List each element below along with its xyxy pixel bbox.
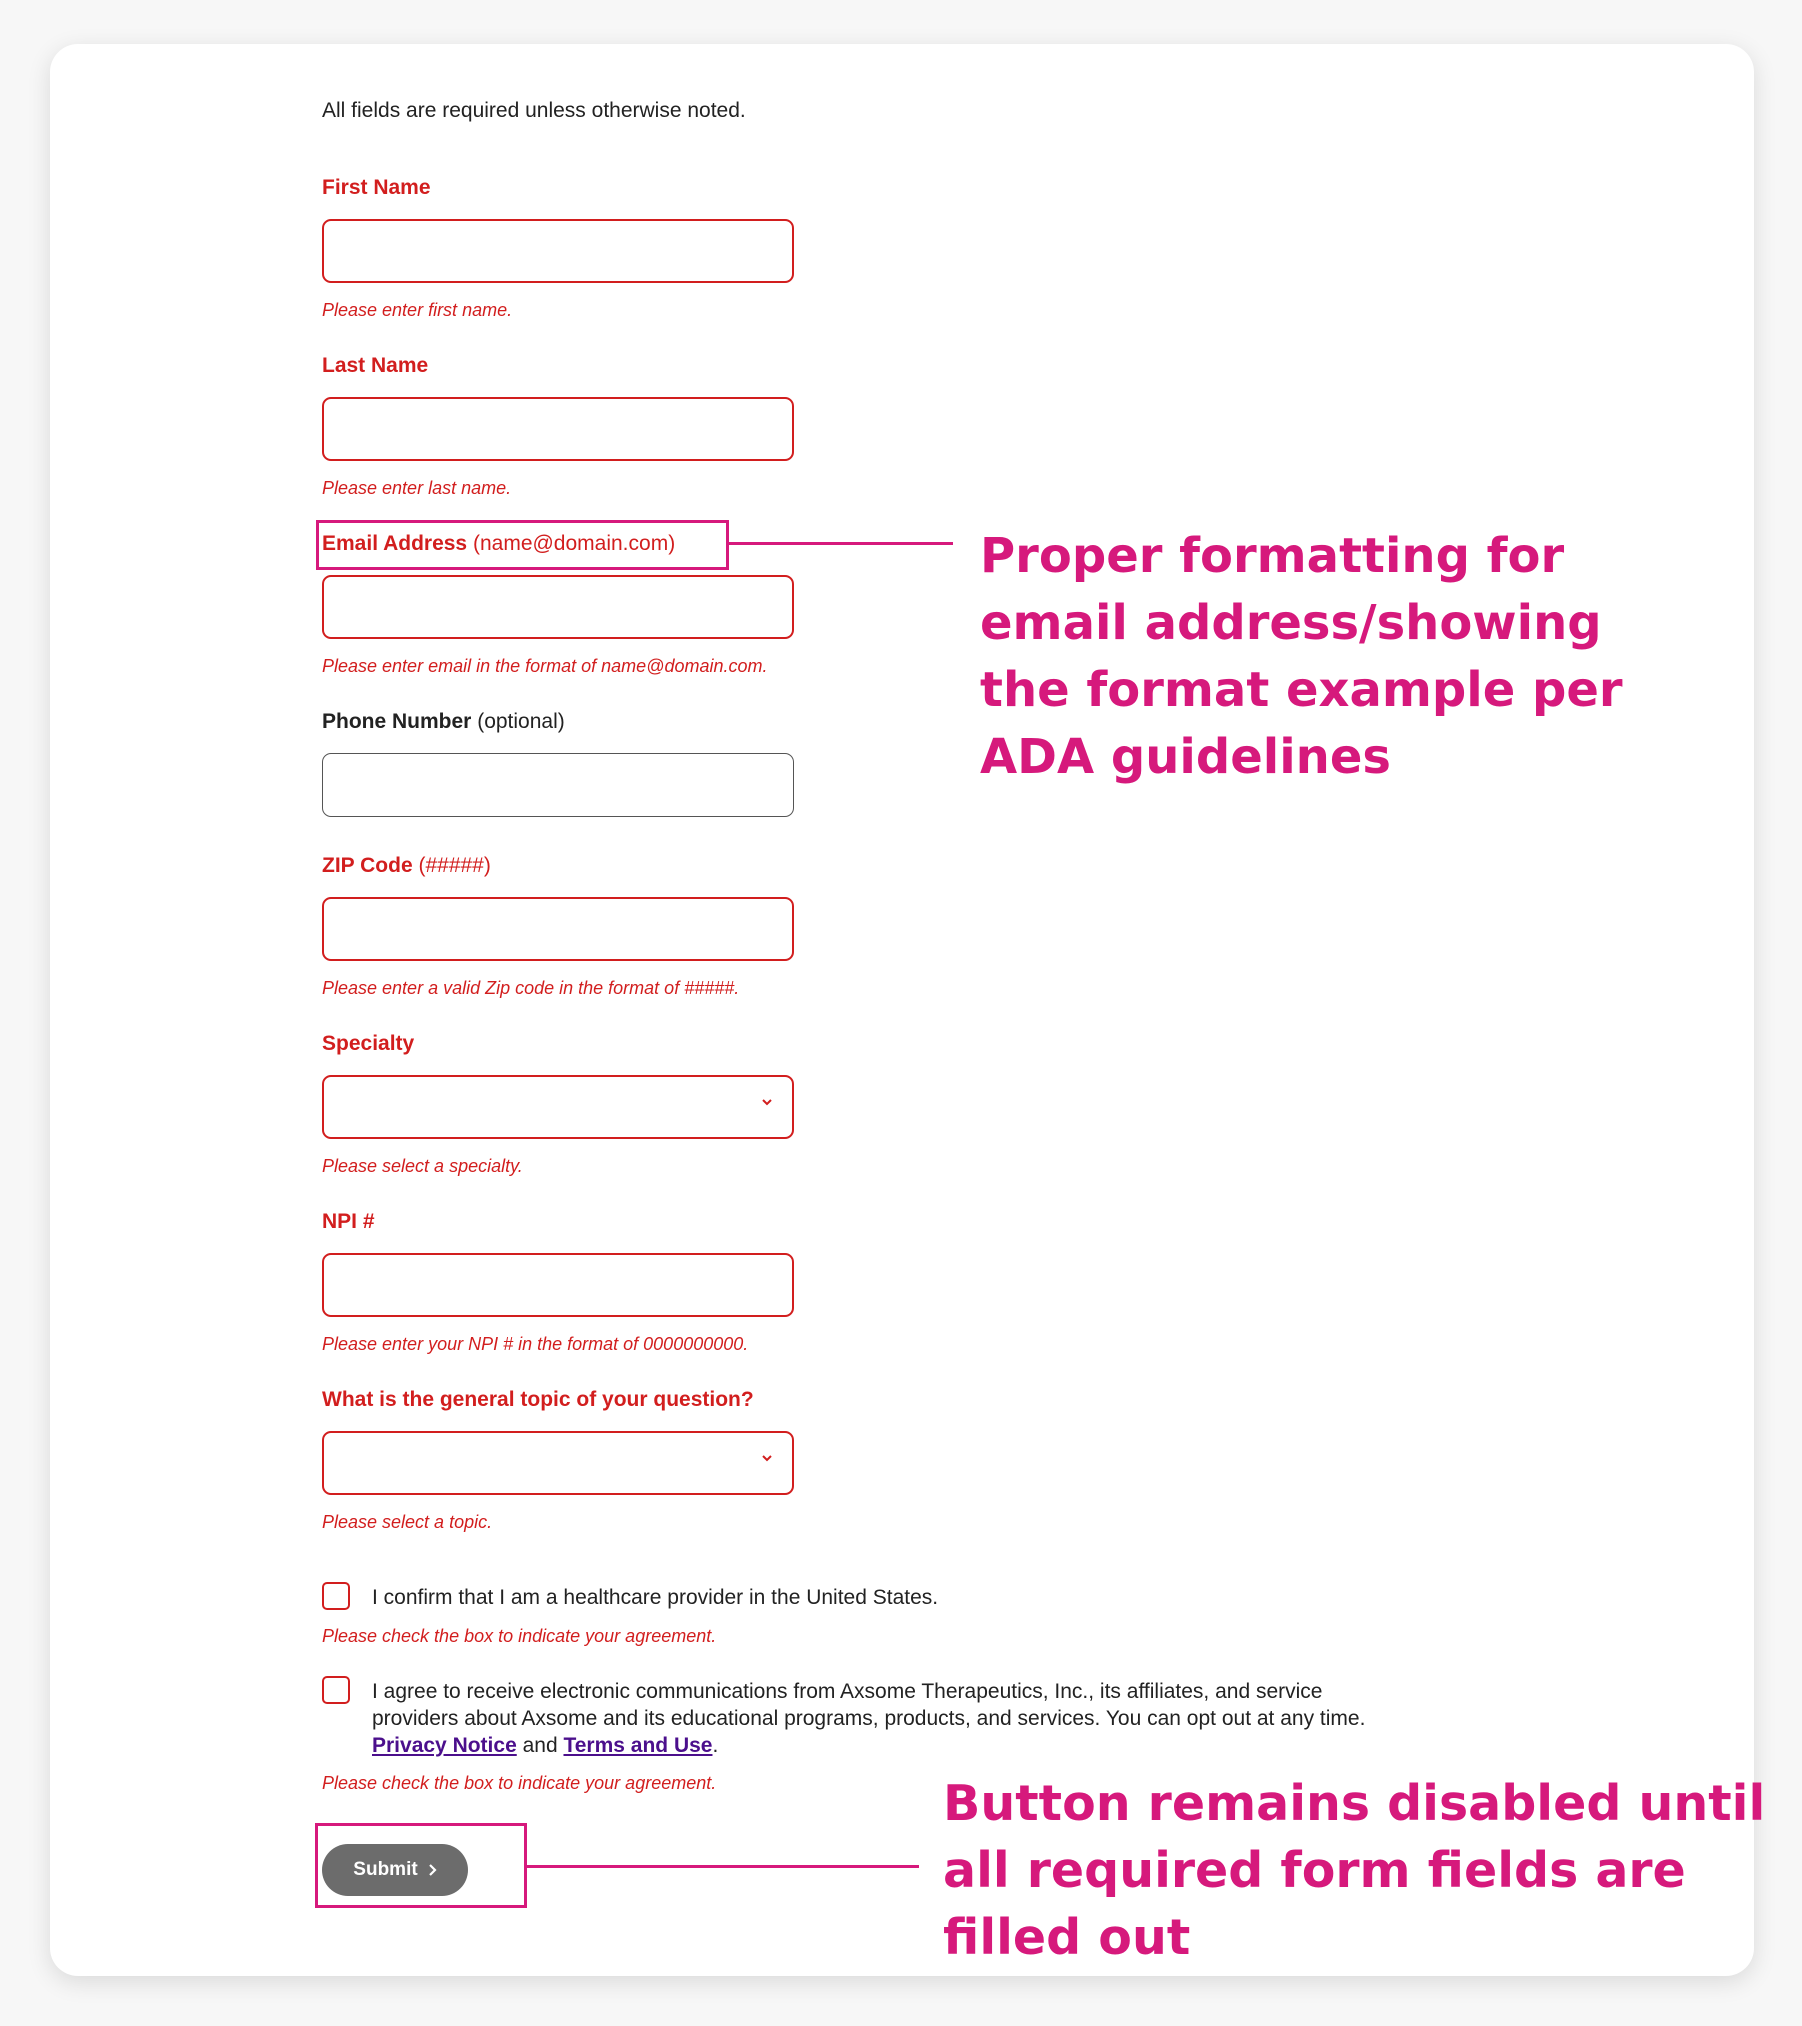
email-callout-line-2: email address/showing — [980, 595, 1602, 651]
zip-error: Please enter a valid Zip code in the format of #####. — [322, 978, 740, 998]
chevron-down-icon — [762, 1097, 772, 1107]
npi-input[interactable] — [322, 1253, 794, 1317]
communications-consent-error: Please check the box to indicate your agreement. — [322, 1773, 717, 1793]
consent-line-3 — [372, 1732, 1365, 1759]
last-name-label-text: Last Name — [322, 354, 429, 377]
consent-line-1: I agree to receive electronic communications from Axsome Therapeutics, Inc., its affiliates, and service — [372, 1680, 1323, 1703]
email-callout-line-4: ADA guidelines — [980, 729, 1391, 785]
privacy-notice-link[interactable]: Privacy Notice — [372, 1734, 517, 1757]
email-input[interactable] — [322, 575, 794, 639]
email-label-text: Email Address — [322, 532, 468, 555]
zip-label-text: ZIP Code — [322, 854, 413, 877]
email-error: Please enter email in the format of name@domain.com. — [322, 656, 768, 676]
email-label-highlight — [316, 520, 729, 570]
last-name-input[interactable] — [322, 397, 794, 461]
consent-period: . — [712, 1734, 719, 1757]
zip-input[interactable] — [322, 897, 794, 961]
hcp-confirm-text: I confirm that I am a healthcare provider in the United States. — [372, 1586, 939, 1609]
specialty-label-text: Specialty — [322, 1032, 415, 1055]
email-callout-line-1: Proper formatting for — [980, 528, 1565, 584]
last-name-error: Please enter last name. — [322, 478, 512, 498]
npi-label-text: NPI # — [322, 1210, 375, 1233]
submit-disabled-callout — [943, 1770, 1765, 1971]
first-name-label — [322, 176, 431, 200]
email-format-callout — [980, 523, 1623, 791]
specialty-error: Please select a specialty. — [322, 1156, 523, 1176]
hcp-confirm-checkbox[interactable] — [322, 1582, 350, 1610]
specialty-label — [322, 1032, 414, 1056]
email-format-hint: (name@domain.com) — [472, 532, 676, 555]
required-fields-note: All fields are required unless otherwise noted. — [322, 99, 746, 122]
topic-label — [322, 1388, 754, 1412]
email-callout-line-3: the format example per — [980, 662, 1623, 718]
first-name-input[interactable] — [322, 219, 794, 283]
submit-callout-line-1: Button remains disabled until — [943, 1775, 1766, 1832]
npi-error: Please enter your NPI # in the format of 0000000000. — [322, 1334, 749, 1354]
topic-select[interactable] — [322, 1431, 794, 1495]
phone-label — [322, 710, 565, 734]
first-name-error: Please enter first name. — [322, 300, 513, 320]
chevron-down-icon — [762, 1453, 772, 1463]
submit-callout-line-2: all required form fields are — [943, 1842, 1686, 1899]
consent-and-text: and — [522, 1734, 558, 1757]
specialty-select[interactable] — [322, 1075, 794, 1139]
npi-label — [322, 1210, 375, 1234]
topic-label-text: What is the general topic of your question? — [322, 1388, 754, 1411]
submit-callout-connector — [527, 1865, 919, 1868]
topic-error: Please select a topic. — [322, 1512, 493, 1532]
terms-of-use-link[interactable]: Terms and Use — [563, 1734, 713, 1757]
phone-input[interactable] — [322, 753, 794, 817]
zip-format-hint: (#####) — [418, 854, 491, 877]
last-name-label — [322, 354, 428, 378]
phone-optional-hint: (optional) — [477, 710, 565, 733]
hcp-confirm-error: Please check the box to indicate your agreement. — [322, 1626, 717, 1646]
submit-button-label: Submit — [353, 1859, 418, 1880]
first-name-label-text: First Name — [322, 176, 431, 199]
communications-consent-text — [372, 1678, 1365, 1759]
phone-label-text: Phone Number — [322, 710, 472, 733]
email-callout-connector — [729, 542, 953, 545]
zip-label — [322, 854, 491, 878]
submit-callout-line-3: filled out — [943, 1909, 1191, 1966]
submit-button-highlight — [315, 1823, 527, 1908]
consent-line-2: providers about Axsome and its educational programs, products, and services. You can opt out at any time. — [372, 1707, 1366, 1730]
communications-consent-checkbox[interactable] — [322, 1676, 350, 1704]
